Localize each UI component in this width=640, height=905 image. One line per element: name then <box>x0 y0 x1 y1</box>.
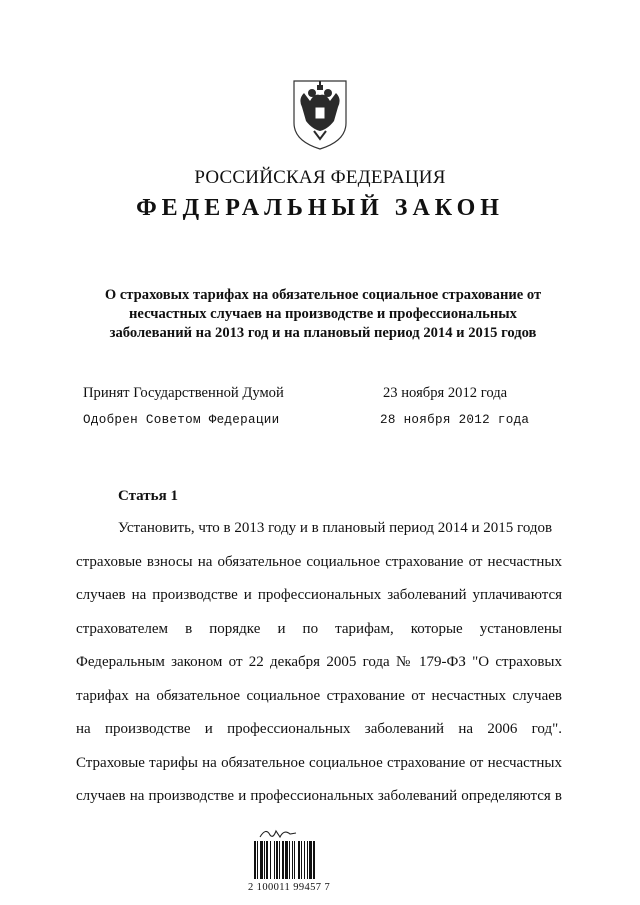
law-title-line: заболеваний на 2013 год и на плановый период 2014 и 2015 годов <box>109 325 537 341</box>
approval-date: 28 ноября 2012 года <box>380 413 530 427</box>
approval-label: Одобрен Советом Федерации <box>83 413 280 427</box>
document-type: ФЕДЕРАЛЬНЫЙ ЗАКОН <box>136 195 504 221</box>
adoption-date: 23 ноября 2012 года <box>383 385 508 401</box>
article-line: Страховые тарифы на обязательное социальное страхование от несчастных <box>76 754 562 771</box>
article-line: страховые взносы на обязательное социальное страхование от несчастных <box>76 553 562 570</box>
article-line: Федеральным законом от 22 декабря 2005 года № 179-ФЗ "О страховых <box>76 654 562 670</box>
article-line: случаев на производстве и профессиональных заболеваний уплачиваются <box>76 587 562 603</box>
country-name: РОССИЙСКАЯ ФЕДЕРАЦИЯ <box>194 167 446 188</box>
law-title-line: несчастных случаев на производстве и профессиональных <box>129 306 517 322</box>
article-line: случаев на производстве и профессиональных заболеваний определяются в <box>76 788 562 804</box>
signature-mark-icon <box>258 825 298 841</box>
article-line: на производстве и профессиональных заболеваний на 2006 год". <box>76 721 562 737</box>
article-line: Установить, что в 2013 году и в плановый период 2014 и 2015 годов <box>118 520 553 536</box>
law-title <box>88 286 558 343</box>
article-line: страхователем в порядке и по тарифам, которые установлены <box>76 620 562 637</box>
article-body <box>76 512 562 814</box>
barcode-icon <box>254 841 346 879</box>
law-title-line: О страховых тарифах на обязательное социальное страхование от <box>104 287 542 303</box>
coat-of-arms-icon <box>288 77 352 151</box>
article-heading: Статья 1 <box>118 488 178 504</box>
barcode-block <box>248 825 358 897</box>
adoption-label: Принят Государственной Думой <box>83 385 284 401</box>
barcode-number: 2 100011 99457 7 <box>248 882 331 893</box>
article-line: тарифах на обязательное социальное страхование от несчастных случаев <box>76 687 562 704</box>
